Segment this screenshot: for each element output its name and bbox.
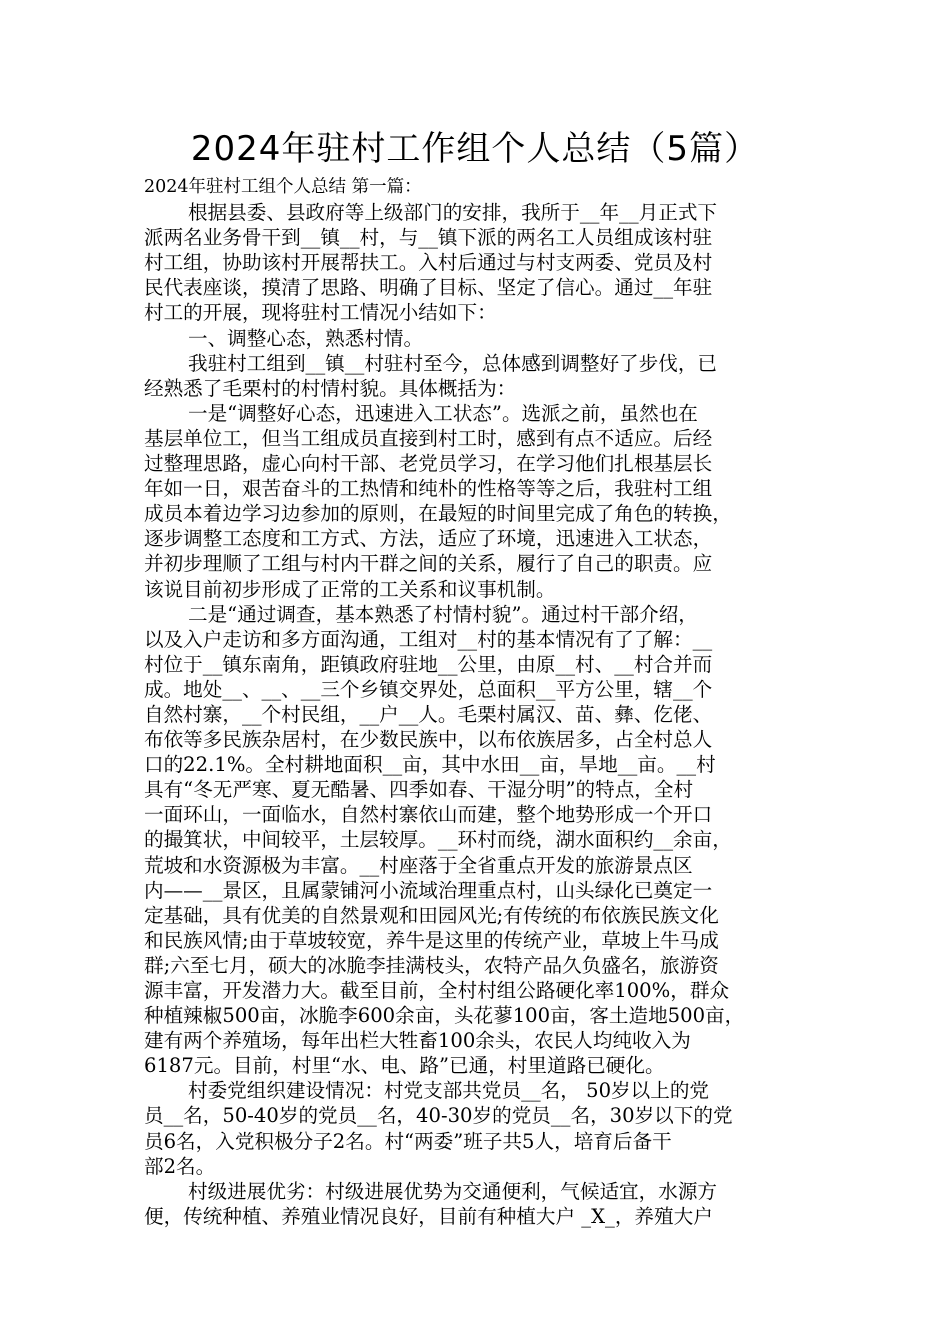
text-line: 一面环山，一面临水，自然村寨依山而建，整个地势形成一个开口 [144, 803, 713, 827]
text-line: 村委党组织建设情况：村党支部共党员__名， 50岁以上的党 [188, 1079, 710, 1103]
text-line: 2024年驻村工组个人总结 第一篇： [144, 177, 422, 197]
text-line: 村位于__镇东南角，距镇政府驻地__公里，由原__村、__村合并而 [144, 652, 713, 676]
text-line: 荒坡和水资源极为丰富。__村座落于全省重点开发的旅游景点区 [144, 853, 693, 877]
text-line: 员__名，50-40岁的党员__名，40-30岁的党员__名，30岁以下的党 [144, 1104, 733, 1128]
text-line: 民代表座谈，摸清了思路、明确了目标、坚定了信心。通过__年驻 [144, 276, 713, 300]
text-line: 部2名。 [144, 1154, 216, 1178]
text-line: 并初步理顺了工组与村内干群之间的关系，履行了自己的职责。应 [144, 552, 713, 576]
text-line: 群;六至七月，硕大的冰脆李挂满枝头，农特产品久负盛名，旅游资 [144, 953, 719, 977]
text-line: 和民族风情;由于草坡较宽，养牛是这里的传统产业，草坡上牛马成 [144, 928, 719, 952]
text-line: 员6名，入党积极分子2名。村“两委”班子共5人，培育后备干 [144, 1129, 672, 1153]
text-line: 村工的开展，现将驻村工情况小结如下： [144, 301, 497, 325]
text-line: 6187元。目前，村里“水、电、路”已通，村里道路已硬化。 [144, 1054, 665, 1078]
text-line: 建有两个养殖场，每年出栏大牲畜100余头，农民人均纯收入为 [144, 1029, 691, 1053]
text-line: 我驻村工组到__镇__村驻村至今，总体感到调整好了步伐，已 [188, 351, 718, 375]
text-line: 一、调整心态，熟悉村情。 [188, 326, 424, 350]
text-line: 布依等多民族杂居村，在少数民族中，以布依族居多，占全村总人 [144, 728, 713, 752]
text-line: 自然村寨，__个村民组，__户__人。毛栗村属汉、苗、彝、仡佬、 [144, 702, 713, 726]
text-line: 口的22.1%。全村耕地面积__亩，其中水田__亩，旱地__亩。__村 [144, 753, 716, 777]
text-line: 经熟悉了毛栗村的村情村貌。具体概括为： [144, 376, 517, 400]
text-line: 的撮箕状，中间较平，土层较厚。__环村而绕，湖水面积约__余亩， [144, 828, 732, 852]
text-line: 该说目前初步形成了正常的工关系和议事机制。 [144, 577, 556, 601]
text-line: 一是“调整好心态，迅速进入工状态”。选派之前，虽然也在 [188, 401, 698, 425]
text-line: 成员本着边学习边参加的原则，在最短的时间里完成了角色的转换， [144, 502, 732, 526]
text-line: 逐步调整工态度和工方式、方法，适应了环境，迅速进入工状态， [144, 527, 713, 551]
text-line: 年如一日，艰苦奋斗的工热情和纯朴的性格等等之后，我驻村工组 [144, 477, 713, 501]
text-line: 种植辣椒500亩，冰脆李600余亩，头花蓼100亩，客土造地500亩， [144, 1004, 745, 1028]
text-line: 成。地处__、__、__三个乡镇交界处，总面积__平方公里，辖__个 [144, 677, 713, 701]
text-line: 村级进展优劣：村级进展优势为交通便利，气候适宜，水源方 [188, 1179, 718, 1203]
text-line: 具有“冬无严寒、夏无酷暑、四季如春、干湿分明”的特点，全村 [144, 778, 694, 802]
text-line: 二是“通过调查，基本熟悉了村情村貌”。通过村干部介绍， [188, 602, 698, 626]
text-line: 定基础，具有优美的自然景观和田园风光;有传统的布依族民族文化 [144, 903, 719, 927]
text-line: 以及入户走访和多方面沟通，工组对__村的基本情况有了了解：__ [144, 627, 713, 651]
text-line: 根据县委、县政府等上级部门的安排，我所于__年__月正式下 [188, 201, 718, 225]
text-line: 内——__景区，且属蒙铺河小流域治理重点村，山头绿化已奠定一 [144, 878, 713, 902]
document-body [144, 175, 808, 1229]
text-line: 派两名业务骨干到__镇__村，与__镇下派的两名工人员组成该村驻 [144, 226, 713, 250]
text-line: 源丰富，开发潜力大。截至目前，全村村组公路硬化率100%，群众 [144, 979, 730, 1002]
document-title: 2024年驻村工作组个人总结（5篇） [190, 129, 760, 169]
text-line: 便，传统种植、养殖业情况良好，目前有种植大户 _X_，养殖大户 [144, 1204, 713, 1228]
text-line: 基层单位工，但当工组成员直接到村工时，感到有点不适应。后经 [144, 426, 713, 450]
text-line: 村工组，协助该村开展帮扶工。入村后通过与村支两委、党员及村 [144, 251, 713, 275]
text-line: 过整理思路，虚心向村干部、老党员学习，在学习他们扎根基层长 [144, 452, 713, 476]
